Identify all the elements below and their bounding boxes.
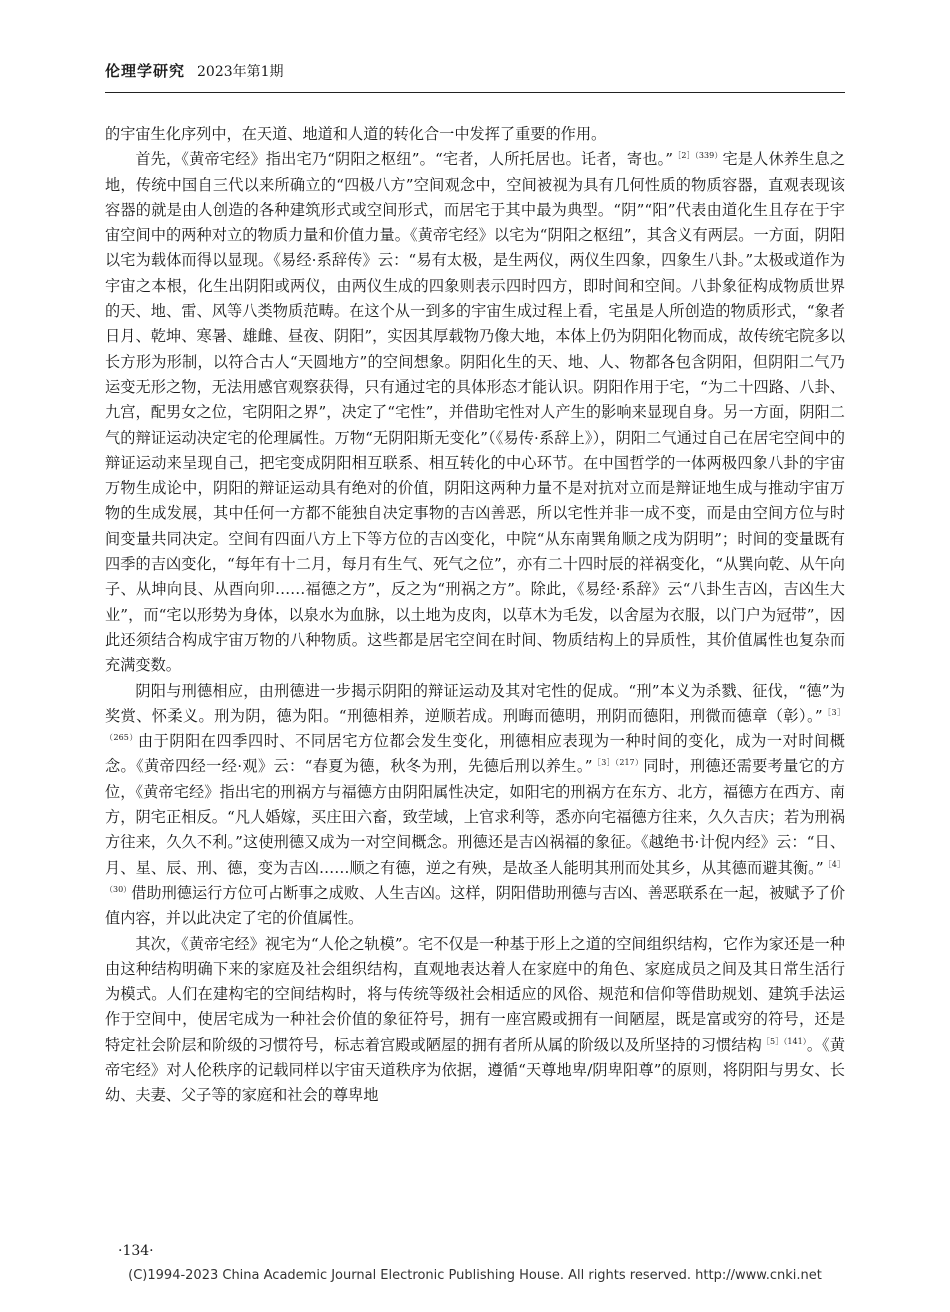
citation-marker: ［3］（217） [592, 758, 644, 768]
header-rule [105, 92, 845, 93]
citation-marker: ［2］（339） [673, 151, 723, 161]
paragraph [105, 932, 845, 1109]
text-run: 由于阴阳在四季四时、不同居宅方位都会发生变化，刑德相应表现为一种时间的变化，成为一对时间概念。《黄帝四经一经·观》云：“春夏为德，秋冬为刑，先德后刑以养生。” [105, 732, 845, 776]
citation-marker: ［4］（30） [105, 859, 846, 894]
text-run: 借助刑德运行方位可占断事之成败、人生吉凶。这样，阴阳借助刑德与吉凶、善恶联系在一起，被赋予了价值内容，并以此决定了宅的价值属性。 [105, 883, 845, 928]
copyright-notice: (C)1994-2023 China Academic Journal Electronic Publishing House. All rights reserved. http://www.cnki.net [128, 1268, 822, 1283]
journal-name: 伦理学研究 [105, 62, 186, 80]
citation-marker: ［3］（265） [105, 707, 845, 743]
paragraph [105, 679, 845, 932]
paragraph [105, 147, 845, 678]
text-run: 同时，刑德还需要考量它的方位，《黄帝宅经》指出宅的刑祸方与福德方由阴阳属性决定，如阳宅的刑祸方在东方、北方，福德方在西方、南方，阴宅正相反。“凡人婚嫁，买庄田六畜，致茔域，上官求利等，悉亦向宅福德方往来，久久吉庆；若为刑祸方往来，久久不利。”这使刑德又成为一对空间概念。刑德还是吉凶祸福的象征。《越绝书·计倪内经》云：“日、月、星、辰、刑、德，变为吉凶……顺之有德，逆之有殃，是故圣人能明其刑而处其乡，从其德而避其衡。” [105, 757, 845, 877]
text-run: 阴阳与刑德相应，由刑德进一步揭示阴阳的辩证运动及其对宅性的促成。“刑”本义为杀戮、征伐，“德”为奖赏、怀柔义。刑为阴，德为阳。“刑德相养，逆顺若成。刑晦而德明，刑阴而德阳，刑微而德章（彰）。” [105, 681, 845, 725]
text-run: 。《黄帝宅经》对人伦秩序的记载同样以宇宙天道秩序为依据，遵循“天尊地卑/阴卑阳尊”的原则，将阴阳与男女、长幼、夫妻、父子等的家庭和社会的尊卑地 [105, 1035, 846, 1105]
text-run: 其次，《黄帝宅经》视宅为“人伦之轨模”。宅不仅是一种基于形上之道的空间组织结构，它作为家还是一种由这种结构明确下来的家庭及社会组织结构，直观地表达着人在家庭中的角色、家庭成员之间及其日常生活行为模式。人们在建构宅的空间结构时，将与传统等级社会相适应的风俗、规范和信仰等借助规划、建筑手法运作于空间中，使居宅成为一种社会价值的象征符号，拥有一座宫殿或拥有一间陋屋，既是富或穷的符号，还是特定社会阶层和阶级的习惯符号，标志着宫殿或陋屋的拥有者所从属的阶级以及所坚持的习惯结构 [105, 934, 845, 1054]
paragraph [105, 122, 845, 147]
citation-marker: ［5］（141） [761, 1036, 807, 1046]
issue-label: 2023年第1期 [197, 64, 284, 80]
text-run: 宅是人休养生息之地，传统中国自三代以来所确立的“四极八方”空间观念中，空间被视为具有几何性质的物质容器，直观表现该容器的就是由人创造的各种建筑形式或空间形式，而居宅于其中最为典型。“阴”“阳”代表由道化生且存在于宇宙空间中的两种对立的物质力量和价值力量。《黄帝宅经》以宅为“阴阳之枢纽”，其含义有两层。一方面，阴阳以宅为载体而得以显现。《易经·系辞传》云：“易有太极，是生两仪，两仪生四象，四象生八卦。”太极或道作为宇宙之本根，化生出阴阳或两仪，由两仪生成的四象则表示四时四方，即时间和空间。八卦象征构成物质世界的天、地、雷、风等八类物质范畴。在这个从一到多的宇宙生成过程上看，宅虽是人所创造的物质形式，“象者日月、乾坤、寒暑、雄雌、昼夜、阴阳”，实因其厚载物乃像大地，本体上仍为阴阳化物而成，故传统宅院多以长方形为形制，以符合古人“天圆地方”的空间想象。阴阳化生的天、地、人、物都各包含阴阳，但阴阳二气乃运变无形之物，无法用感官观察获得，只有通过宅的具体形态才能认识。阴阳作用于宅，“为二十四路、八卦、九宫，配男女之位，宅阴阳之界”，决定了“宅性”，并借助宅性对人产生的影响来显现自身。另一方面，阴阳二气的辩证运动决定宅的伦理属性。万物“无阴阳斯无变化”（《易传·系辞上》），阴阳二气通过自己在居宅空间中的辩证运动来呈现自己，把宅变成阴阳相互联系、相互转化的中心环节。在中国哲学的一体两极四象八卦的宇宙万物生成论中，阴阳的辩证运动具有绝对的价值，阴阳这两种力量不是对抗对立而是辩证地生成与推动宇宙万物的生成发展，其中任何一方都不能独自决定事物的吉凶善恶，所以宅性并非一成不变，而是由空间方位与时间变量共同决定。空间有四面八方上下等方位的吉凶变化，中院“从东南巽角顺之戌为阴明”；时间的变量既有四季的吉凶变化，“每年有十二月，每月有生气、死气之位”，亦有二十四时辰的祥祸变化，“从巽向乾、从午向子、从坤向艮、从酉向卯……福德之方”，反之为“刑祸之方”。除此，《易经·系辞》云“八卦生吉凶，吉凶生大业”，而“宅以形势为身体，以泉水为血脉，以土地为皮肉，以草木为毛发，以舍屋为衣服，以门户为冠带”，因此还须结合构成宇宙万物的八种物质。这些都是居宅空间在时间、物质结构上的异质性，其价值属性也复杂而充满变数。 [105, 150, 846, 675]
running-header [105, 60, 845, 90]
article-body [105, 122, 845, 1109]
text-run: 首先，《黄帝宅经》指出宅乃“阴阳之枢纽”。“宅者，人所托居也。讬者，寄也。” [135, 150, 674, 169]
page-number: ·134· [118, 1243, 154, 1259]
text-run: 的宇宙生化序列中，在天道、地道和人道的转化合一中发挥了重要的作用。 [105, 125, 607, 143]
